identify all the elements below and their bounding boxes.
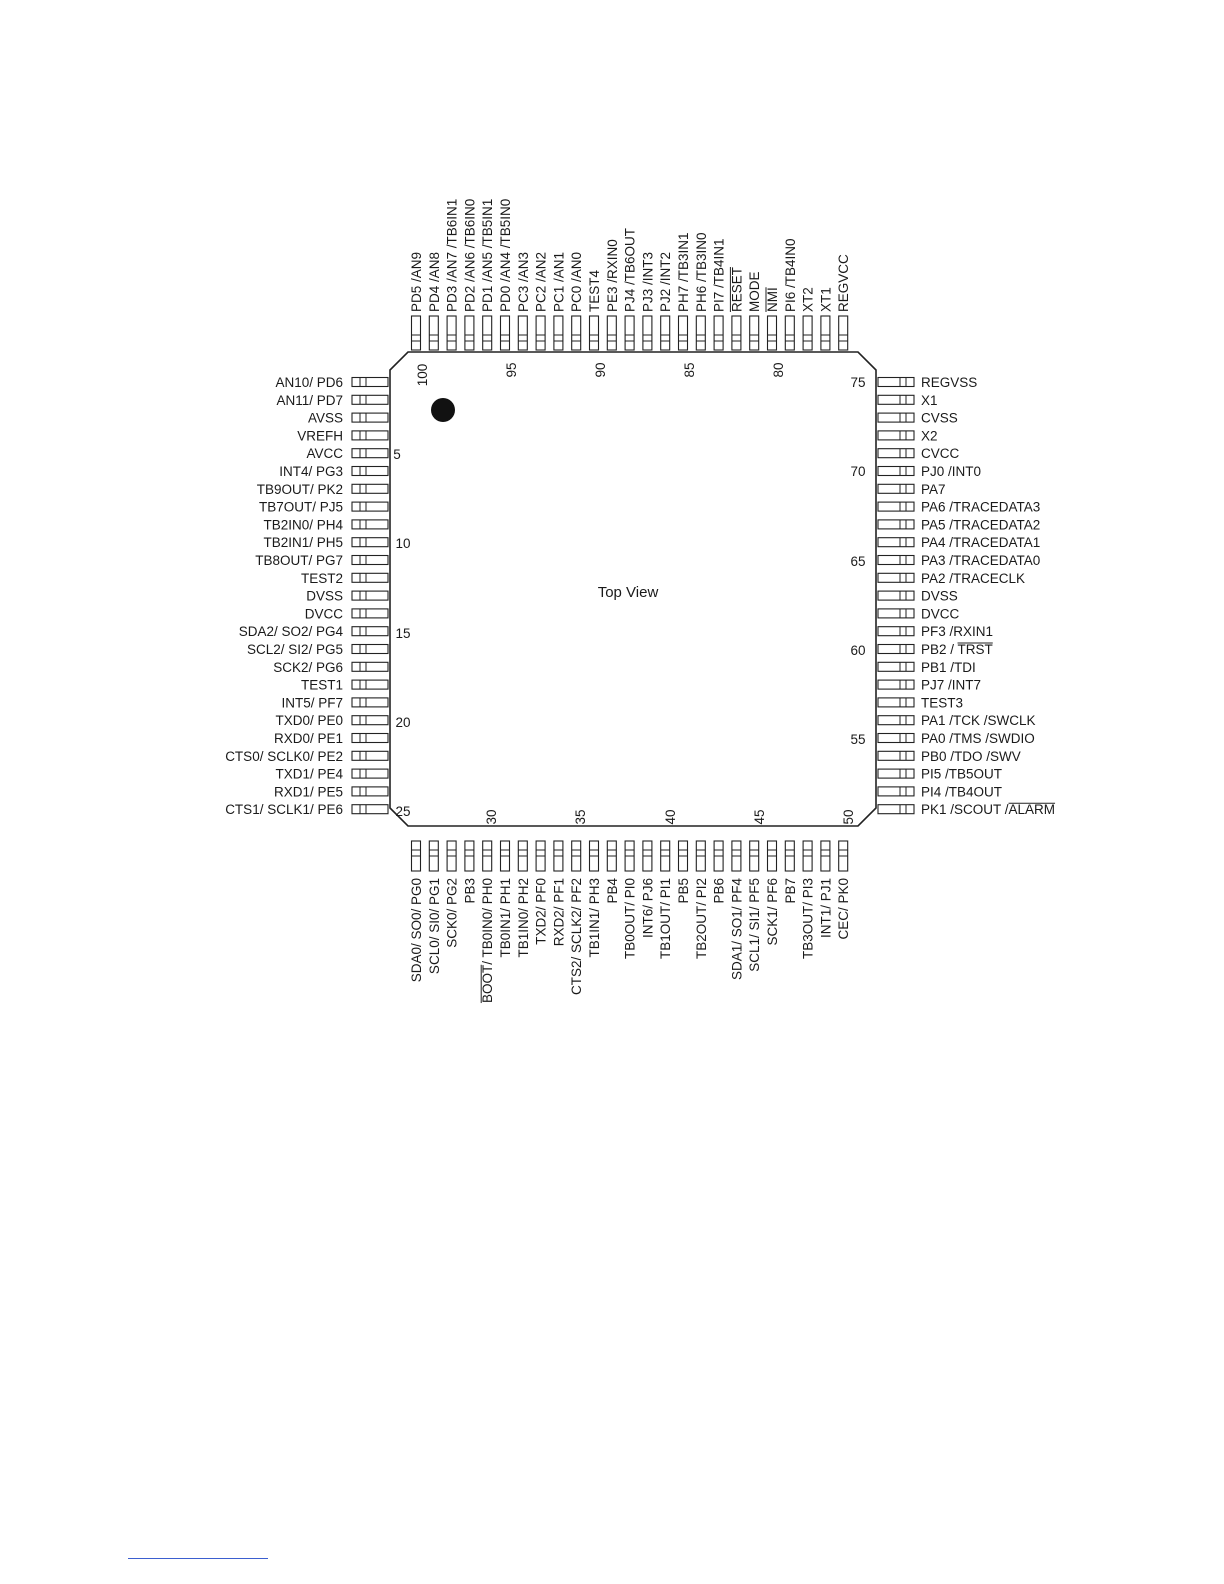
pin-label: PB5 xyxy=(676,878,691,904)
pin-35 xyxy=(569,841,584,995)
pin-71 xyxy=(878,446,960,461)
pin-36 xyxy=(587,841,602,958)
pin-27 xyxy=(427,841,442,974)
pin-29 xyxy=(462,841,477,904)
pin-47 xyxy=(783,841,798,904)
pin-61 xyxy=(878,624,993,639)
pin-label: TB0IN1/ PH1 xyxy=(498,878,513,958)
pin-label: PJ2 /INT2 xyxy=(658,251,674,312)
pin-label: TB0OUT/ PI0 xyxy=(622,878,638,960)
pin-76 xyxy=(836,254,851,350)
pin-84 xyxy=(694,232,709,350)
pin-87 xyxy=(640,252,655,350)
pin-number: 50 xyxy=(841,809,856,825)
pin-97 xyxy=(462,199,477,350)
pin-73 xyxy=(878,411,958,426)
pin-label: INT6/ PJ6 xyxy=(640,878,656,939)
pin-number: 95 xyxy=(504,362,519,378)
pin-8 xyxy=(259,500,388,515)
pin-number: 40 xyxy=(663,809,678,825)
pin-label: INT1/ PJ1 xyxy=(818,878,834,939)
pin-label: PB3 xyxy=(462,878,478,904)
pin-39 xyxy=(640,841,655,938)
pin-51 xyxy=(878,802,1055,817)
pin-label: PD3 /AN7 /TB6IN1 xyxy=(444,198,460,312)
pin-92 xyxy=(551,252,566,350)
pin-91 xyxy=(569,252,584,350)
pin-label: PA5 /TRACEDATA2 xyxy=(921,517,1041,533)
pin-78 xyxy=(801,287,816,350)
pin-number: 100 xyxy=(415,363,430,387)
pin-98 xyxy=(445,199,460,350)
pin-label: TXD0/ PE0 xyxy=(275,713,343,729)
pin-label: REGVSS xyxy=(921,375,978,390)
pin-label: PA7 xyxy=(921,481,946,497)
pin-20 xyxy=(275,713,388,728)
pin-label: PC2 /AN2 xyxy=(533,251,549,312)
pin-number: 85 xyxy=(682,362,697,378)
pin-number: 15 xyxy=(395,626,411,641)
pin-15 xyxy=(239,624,388,639)
pin-label: DVCC xyxy=(921,606,960,622)
pin-69 xyxy=(878,482,946,497)
pin-label: X1 xyxy=(921,392,938,408)
pin-25 xyxy=(225,802,388,817)
pin-50 xyxy=(836,841,851,940)
pin-38 xyxy=(623,841,638,959)
pin-77 xyxy=(818,287,833,350)
pin-label: PK1 /SCOUT /ALARM xyxy=(921,802,1056,818)
pin-label: TB8OUT/ PG7 xyxy=(255,553,343,568)
pin-number: 5 xyxy=(393,447,401,462)
pin-label: RXD0/ PE1 xyxy=(273,731,343,746)
pin-22 xyxy=(225,749,388,764)
pin-label: TB1OUT/ PI1 xyxy=(658,878,674,960)
pin-99 xyxy=(427,252,442,350)
pin-label: PA2 /TRACECLK xyxy=(921,570,1026,586)
pin-81 xyxy=(747,272,762,351)
pin-26 xyxy=(409,841,424,982)
pin-74 xyxy=(878,393,938,408)
pin-4 xyxy=(297,428,388,443)
pin-52 xyxy=(878,784,1002,799)
pin-number: 20 xyxy=(395,715,411,730)
footer-rule xyxy=(128,1558,268,1559)
pin-80 xyxy=(765,287,780,350)
pin-14 xyxy=(305,606,388,621)
pin-label: DVSS xyxy=(921,588,958,604)
pin-label: PC3 /AN3 xyxy=(515,251,531,312)
pin-59 xyxy=(878,660,976,675)
pin-label: XT1 xyxy=(818,287,834,312)
pin-label: PI4 /TB4OUT xyxy=(921,784,1003,800)
pin-label: PB4 xyxy=(604,878,620,904)
pin-label: TEST1 xyxy=(300,677,343,693)
pin-label: REGVCC xyxy=(836,254,852,312)
pin-label: CTS1/ SCLK1/ PE6 xyxy=(225,802,343,818)
pin-label: PD2 /AN6 /TB6IN0 xyxy=(462,198,478,312)
pin-label: SDA0/ SO0/ PG0 xyxy=(409,878,424,983)
pin-label: PD5 /AN9 xyxy=(409,251,424,312)
pin-label: TXD2/ PF0 xyxy=(533,878,549,945)
pin-93 xyxy=(534,252,549,350)
pin-label: NMI xyxy=(765,287,780,312)
pin-label: PB6 xyxy=(711,878,727,904)
pin-75 xyxy=(878,375,977,390)
pin-44 xyxy=(729,841,744,980)
pin-19 xyxy=(281,695,388,710)
pin-label: VREFH xyxy=(297,428,343,444)
pin-number: 65 xyxy=(850,554,866,569)
pin-68 xyxy=(878,500,1040,515)
pin-16 xyxy=(247,642,388,657)
pin-number: 45 xyxy=(752,809,767,825)
pin-label: SCK0/ PG2 xyxy=(444,878,460,948)
pin-42 xyxy=(694,841,709,959)
pin-label: PA0 /TMS /SWDIO xyxy=(921,731,1035,746)
pin-43 xyxy=(712,841,727,904)
pin-label: TB1IN1/ PH3 xyxy=(587,878,602,958)
pin-label: CTS2/ SCLK2/ PF2 xyxy=(569,878,585,996)
pin-label: TB3OUT/ PI3 xyxy=(800,878,816,960)
pin-2 xyxy=(276,393,388,408)
pin-57 xyxy=(878,695,963,710)
pin-58 xyxy=(878,678,981,693)
pin-number: 90 xyxy=(593,362,608,378)
pin-label: BOOT/ TB0IN0/ PH0 xyxy=(480,878,496,1004)
pin-label: DVCC xyxy=(304,606,343,622)
pin-6 xyxy=(279,464,388,479)
pin-7 xyxy=(257,482,388,497)
pin-11 xyxy=(255,553,388,568)
pin-88 xyxy=(623,228,638,350)
pin-label: TEST3 xyxy=(921,695,964,711)
pin-label: PC1 /AN1 xyxy=(551,251,567,312)
pin-label: AN11/ PD7 xyxy=(276,392,343,408)
pin-label: SCK2/ PG6 xyxy=(273,659,343,675)
pin-60 xyxy=(878,642,993,657)
pin-number: 25 xyxy=(395,804,411,819)
pin-65 xyxy=(878,553,1040,568)
pin-100 xyxy=(409,252,424,350)
pin-label: PC0 /AN0 xyxy=(569,251,585,312)
pin-label: RESET xyxy=(729,266,745,312)
pin-label: PJ0 /INT0 xyxy=(921,464,982,479)
pin-17 xyxy=(273,660,388,675)
pin-label: PH7 /TB3IN1 xyxy=(676,232,691,312)
pin-70 xyxy=(878,464,981,479)
pin-label: CVCC xyxy=(921,446,960,462)
pin-label: XT2 xyxy=(800,287,816,312)
pin-label: RXD2/ PF1 xyxy=(551,878,567,947)
pin-label: INT5/ PF7 xyxy=(281,695,343,711)
pin-label: TB2IN0/ PH4 xyxy=(263,517,343,533)
pin-label: PA1 /TCK /SWCLK xyxy=(921,713,1036,729)
pin-label: PJ7 /INT7 xyxy=(921,677,982,693)
pin-23 xyxy=(275,767,388,782)
pin-number: 75 xyxy=(850,375,866,390)
pin-67 xyxy=(878,517,1040,532)
pin-label: TEST2 xyxy=(300,570,343,586)
pin-number: 70 xyxy=(850,464,866,479)
pin-label: TXD1/ PE4 xyxy=(275,766,343,782)
pin-label: SCL1/ SI1/ PF5 xyxy=(747,878,763,972)
pin-label: PJ3 /INT3 xyxy=(640,251,656,312)
pin-86 xyxy=(658,252,673,350)
pin-label: TB9OUT/ PK2 xyxy=(256,481,343,497)
pin-label: TB7OUT/ PJ5 xyxy=(258,499,343,515)
pin-label: PA6 /TRACEDATA3 xyxy=(921,499,1041,515)
pin-53 xyxy=(878,767,1002,782)
pin-37 xyxy=(605,841,620,904)
pin-64 xyxy=(878,571,1025,586)
pin-85 xyxy=(676,232,691,350)
pin-90 xyxy=(587,269,602,350)
pin-40 xyxy=(658,841,673,959)
pin-48 xyxy=(801,841,816,959)
pin-label: TB2OUT/ PI2 xyxy=(693,878,709,960)
pin1-indicator-dot xyxy=(431,398,455,422)
pin-label: X2 xyxy=(921,428,938,444)
pin-label: TEST4 xyxy=(587,269,602,312)
pin-label: CTS0/ SCLK0/ PE2 xyxy=(225,748,343,764)
pin-label: AN10/ PD6 xyxy=(275,375,343,390)
pin-45 xyxy=(747,841,762,972)
pin-label: TB1IN0/ PH2 xyxy=(515,878,531,958)
pin-label: PJ4 /TB6OUT xyxy=(622,227,638,312)
pin-label: AVCC xyxy=(306,446,343,462)
pin-label: SCL2/ SI2/ PG5 xyxy=(246,642,343,657)
pin-label: PB0 /TDO /SWV xyxy=(921,748,1021,764)
pin-34 xyxy=(551,841,566,946)
pin-55 xyxy=(878,731,1035,746)
pin-12 xyxy=(301,571,388,586)
pin-label: PB1 /TDI xyxy=(921,659,976,675)
pin-label: CVSS xyxy=(921,410,958,426)
pin-number: 30 xyxy=(484,809,499,825)
pin-9 xyxy=(263,517,388,532)
pin-number: 80 xyxy=(771,362,786,378)
pin-49 xyxy=(818,841,833,938)
pin-54 xyxy=(878,749,1021,764)
pin-66 xyxy=(878,535,1040,550)
pin-5 xyxy=(306,446,388,461)
pin-number: 60 xyxy=(850,643,866,658)
pin-label: PA3 /TRACEDATA0 xyxy=(921,553,1041,568)
pin-41 xyxy=(676,841,691,904)
pin-33 xyxy=(534,841,549,945)
pin-label: SDA2/ SO2/ PG4 xyxy=(238,624,343,640)
pin-label: SCK1/ PF6 xyxy=(765,878,780,946)
pin-label: SCL0/ SI0/ PG1 xyxy=(426,878,442,975)
pin-3 xyxy=(308,411,388,426)
pin-label: PE3 /RXIN0 xyxy=(604,239,620,312)
pin-46 xyxy=(765,841,780,946)
pin-62 xyxy=(878,606,960,621)
pin-label: MODE xyxy=(747,271,763,312)
pin-label: INT4/ PG3 xyxy=(279,464,343,479)
pin-28 xyxy=(445,841,460,948)
pin-10 xyxy=(263,535,388,550)
pin-label: PI7 /TB4IN1 xyxy=(711,238,727,312)
pin-1 xyxy=(275,375,388,390)
top-view-label: Top View xyxy=(597,584,659,601)
pin-number: 55 xyxy=(850,732,866,747)
pin-label: RXD1/ PE5 xyxy=(273,784,343,800)
pin-95 xyxy=(498,199,513,350)
pin-label: PI6 /TB4IN0 xyxy=(782,238,798,312)
pin-63 xyxy=(878,589,958,604)
pin-label: AVSS xyxy=(307,410,343,426)
pin-label: PI5 /TB5OUT xyxy=(921,766,1003,782)
pin-79 xyxy=(783,238,798,350)
pin-56 xyxy=(878,713,1036,728)
pin-label: PB2 / TRST xyxy=(921,642,993,657)
pin-13 xyxy=(306,589,388,604)
pin-83 xyxy=(712,238,727,350)
pin-label: PD4 /AN8 xyxy=(426,251,442,312)
pin-24 xyxy=(274,784,388,799)
pin-82 xyxy=(729,267,744,350)
pin-label: PB7 xyxy=(782,878,798,904)
pin-label: PH6 /TB3IN0 xyxy=(693,232,709,312)
pin-31 xyxy=(498,841,513,958)
pin-label: PD0 /AN4 /TB5IN0 xyxy=(498,198,513,312)
pin-label: SDA1/ SO1/ PF4 xyxy=(729,878,745,981)
pin-89 xyxy=(605,239,620,350)
pin-18 xyxy=(301,678,388,693)
pin-label: PA4 /TRACEDATA1 xyxy=(921,535,1041,551)
pin-72 xyxy=(878,428,938,443)
pin-94 xyxy=(516,252,531,350)
pin-number: 35 xyxy=(573,809,588,825)
pin-30 xyxy=(480,841,495,1003)
pin-label: PD1 /AN5 /TB5IN1 xyxy=(480,198,496,312)
pin-21 xyxy=(274,731,388,746)
pin-96 xyxy=(480,199,495,350)
pin-label: DVSS xyxy=(306,588,343,604)
pin-label: CEC/ PK0 xyxy=(836,878,852,940)
pin-label: TB2IN1/ PH5 xyxy=(263,535,343,551)
pin-label: PF3 /RXIN1 xyxy=(921,624,994,640)
pin-32 xyxy=(516,841,531,958)
pin-number: 10 xyxy=(395,536,411,551)
